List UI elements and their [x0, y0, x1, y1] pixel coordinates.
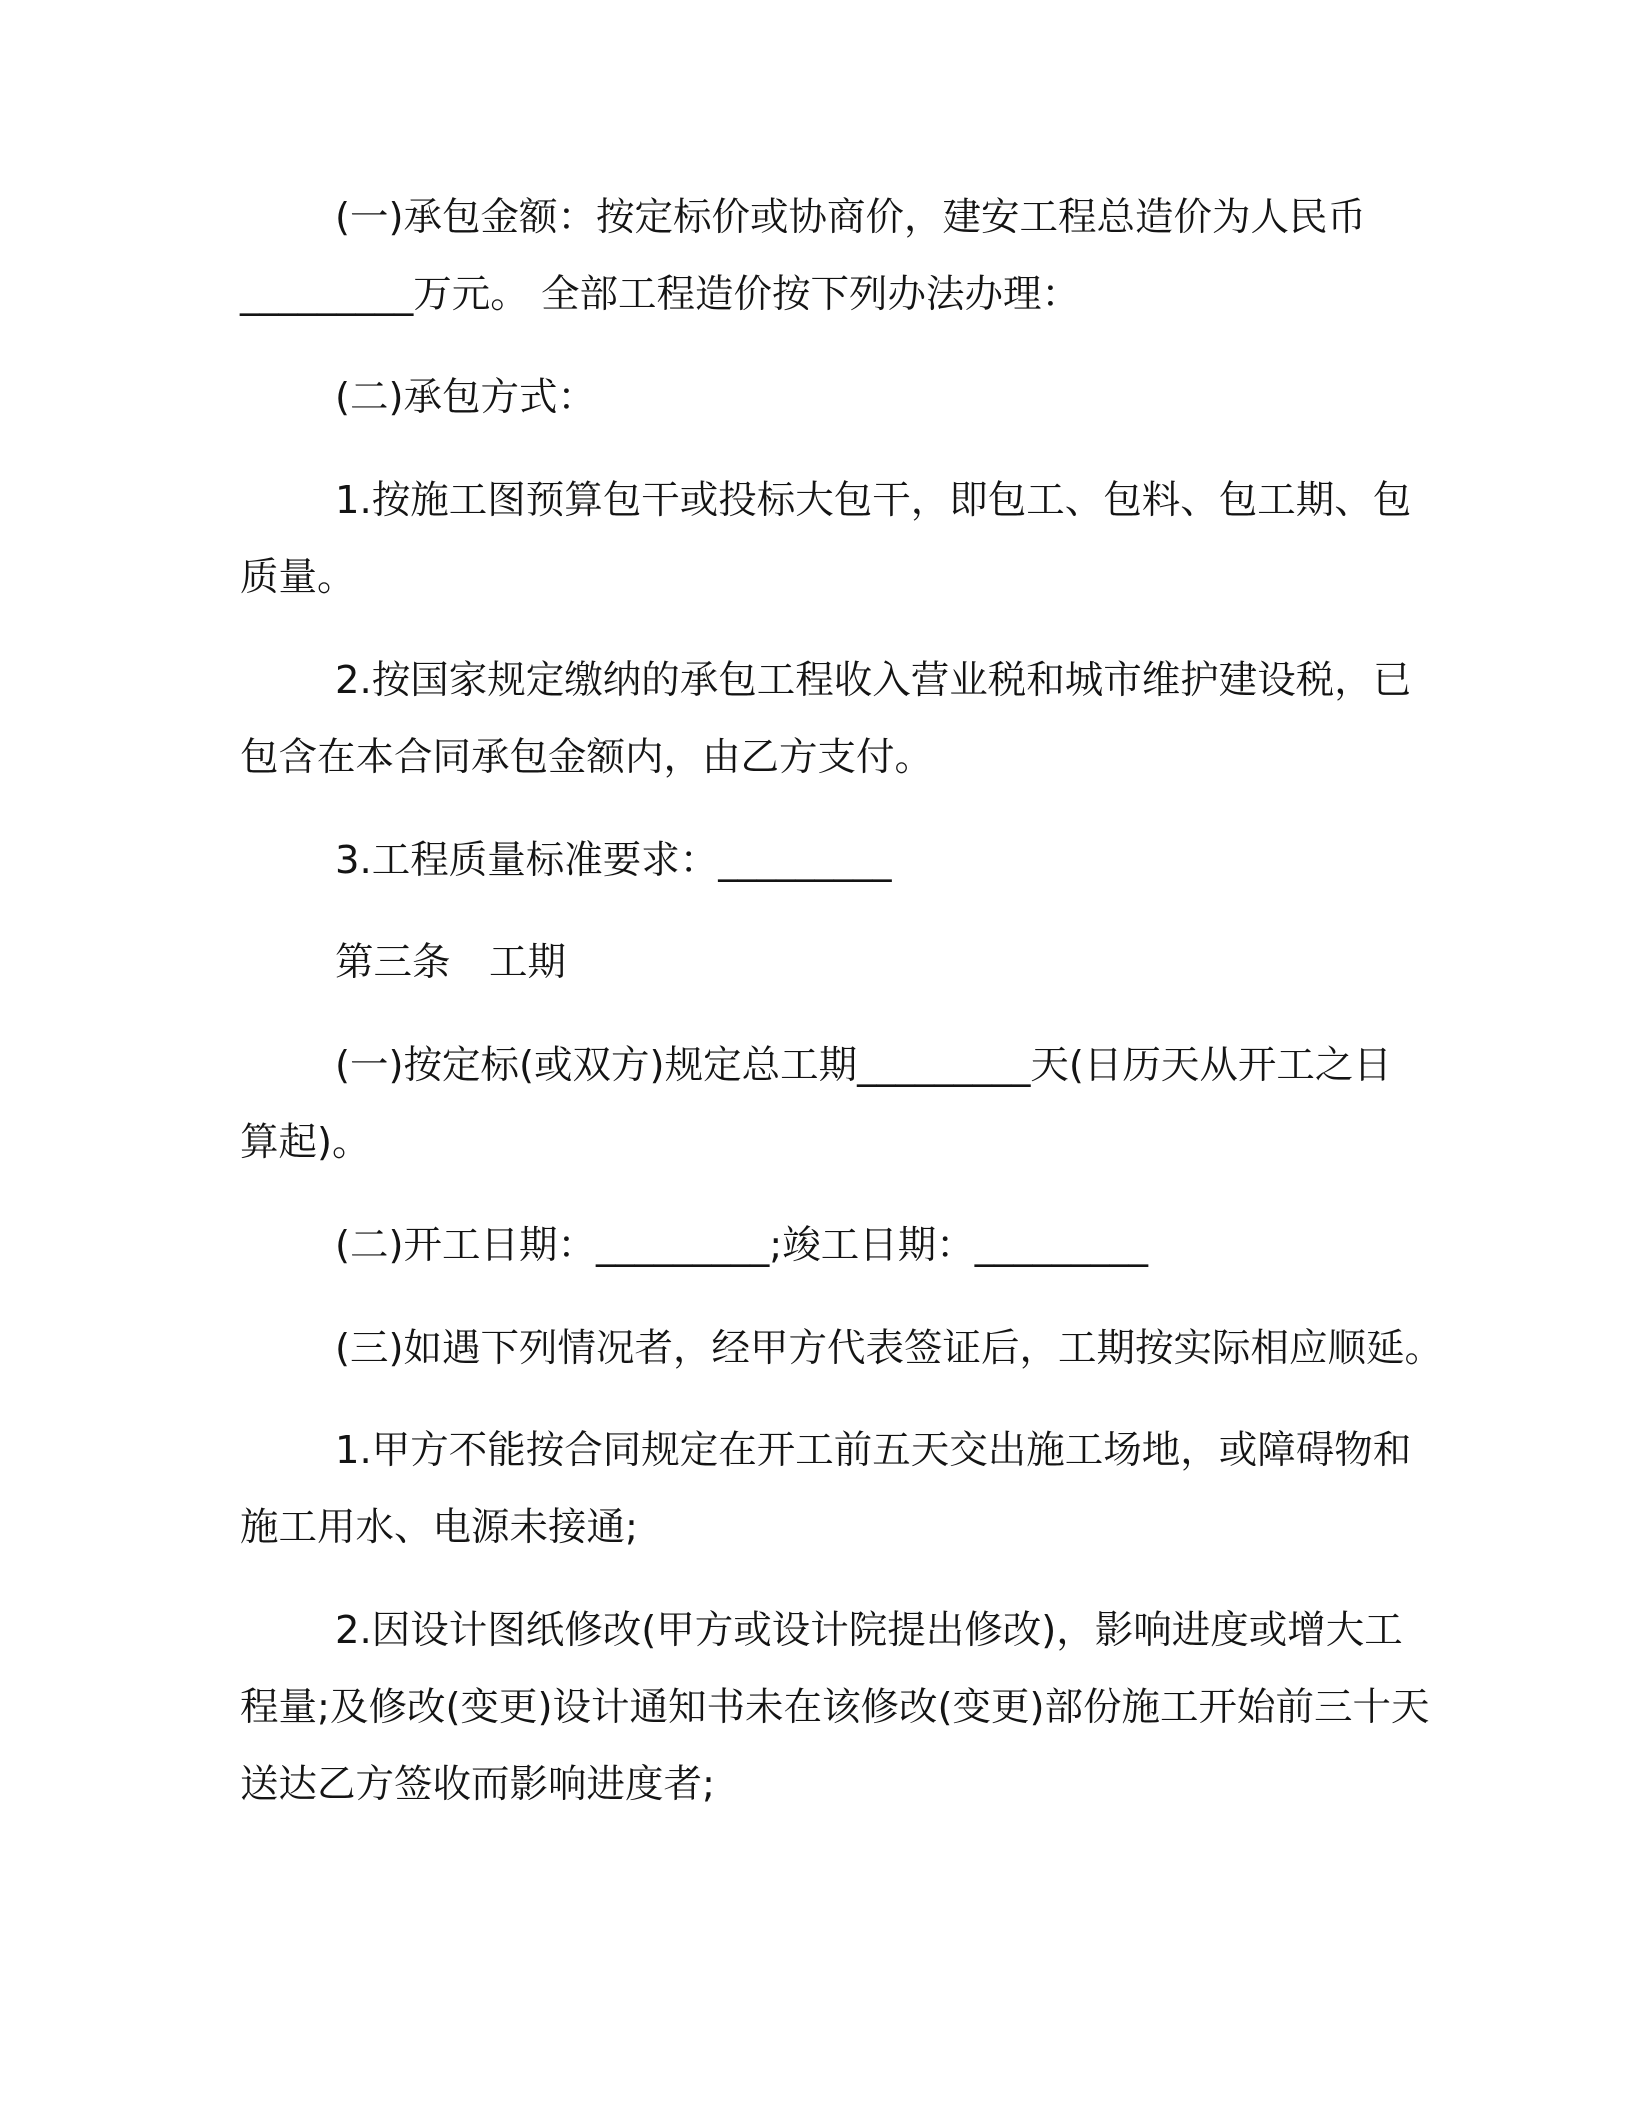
- paragraph-line: (一)承包金额：按定标价或协商价，建安工程总造价为人民币: [335, 195, 1367, 240]
- paragraph-contract-method-heading: [240, 359, 1400, 436]
- paragraph-contract-amount: [240, 179, 1400, 333]
- paragraph-line: 算起)。: [240, 1120, 371, 1165]
- paragraph-line: 2.按国家规定缴纳的承包工程收入营业税和城市维护建设税，已: [335, 658, 1412, 703]
- paragraph-design-changes: [240, 1592, 1430, 1823]
- paragraph-line: 送达乙方签收而影响进度者;: [240, 1762, 715, 1807]
- paragraph-line: 1.甲方不能按合同规定在开工前五天交出施工场地，或障碍物和: [335, 1428, 1412, 1473]
- paragraph-line: (二)承包方式：: [335, 375, 597, 420]
- paragraph-start-completion-dates: [240, 1207, 1400, 1284]
- paragraph-line: (三)如遇下列情况者，经甲方代表签证后，工期按实际相应顺延。: [335, 1326, 1444, 1371]
- paragraph-taxes: [240, 642, 1412, 796]
- paragraph-line: (二)开工日期：_________;竣工日期：_________: [335, 1223, 1149, 1268]
- paragraph-line: (一)按定标(或双方)规定总工期_________天(日历天从开工之日: [335, 1043, 1392, 1088]
- paragraph-line: 质量。: [240, 555, 356, 600]
- paragraph-quality-standard: [240, 822, 1400, 899]
- paragraph-line: 程量;及修改(变更)设计通知书未在该修改(变更)部份施工开始前三十天: [240, 1685, 1430, 1730]
- paragraph-total-duration: [240, 1027, 1400, 1181]
- paragraph-line: 3.工程质量标准要求：_________: [335, 838, 892, 883]
- paragraph-line: _________万元。 全部工程造价按下列办法办理：: [240, 272, 1080, 317]
- paragraph-line: 2.因设计图纸修改(甲方或设计院提出修改)，影响进度或增大工: [335, 1608, 1403, 1653]
- paragraph-line: 施工用水、电源未接通;: [240, 1505, 638, 1550]
- paragraph-line: 1.按施工图预算包干或投标大包干，即包工、包料、包工期、包: [335, 478, 1412, 523]
- paragraph-site-handover: [240, 1412, 1412, 1566]
- paragraph-extension-conditions: [240, 1310, 1444, 1387]
- paragraph-line: 包含在本合同承包金额内，由乙方支付。: [240, 735, 934, 780]
- section-heading-article-three: [240, 924, 1400, 1001]
- paragraph-line: 第三条 工期: [335, 940, 567, 985]
- paragraph-lump-sum: [240, 462, 1412, 616]
